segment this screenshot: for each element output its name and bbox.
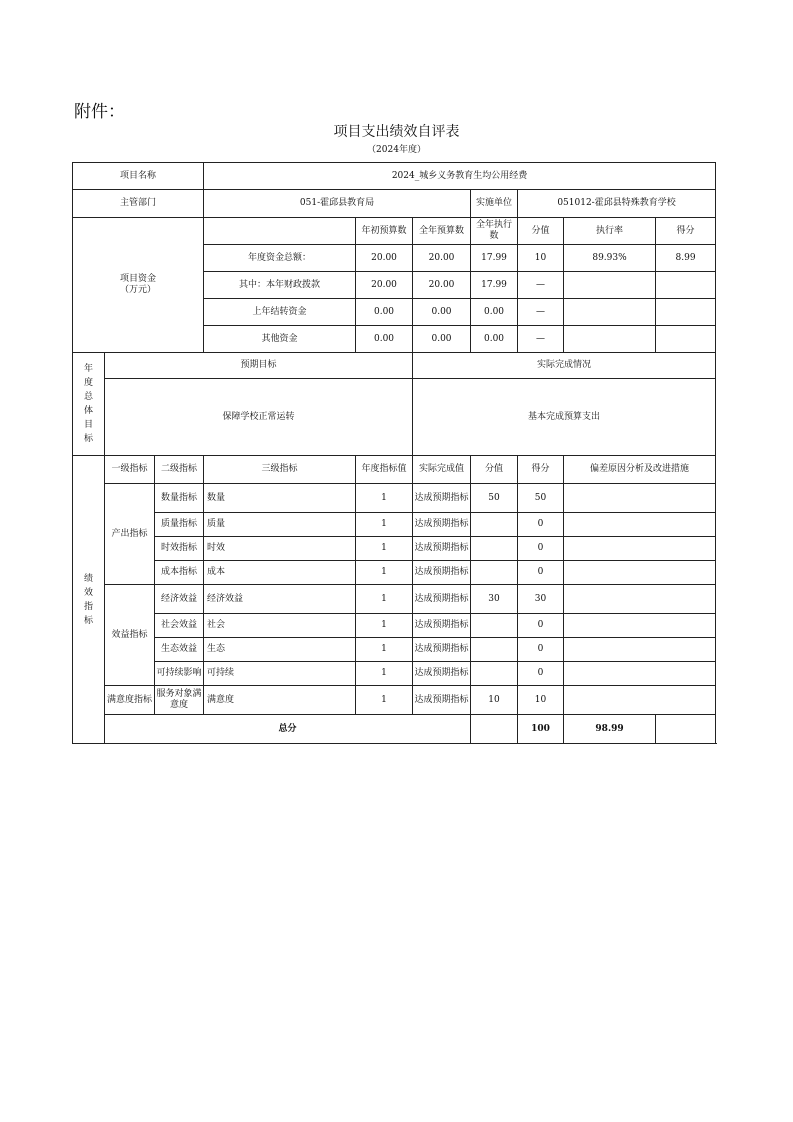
- total-note-blank: [656, 715, 716, 744]
- ind-header-level1: 一级指标: [105, 456, 155, 484]
- funds-header-initial: 年初预算数: [356, 218, 413, 245]
- indicator-row: [73, 614, 716, 638]
- funds-row-executed: 17.99: [471, 245, 518, 272]
- ind-target: 1: [356, 513, 413, 537]
- goals-content-row: [73, 379, 716, 456]
- ind-level3: 经济效益: [204, 585, 356, 614]
- goals-actual-text: 基本完成预算支出: [413, 379, 716, 456]
- ind-level3: 社会: [204, 614, 356, 638]
- ind-target: 1: [356, 585, 413, 614]
- goals-side-label: 年 度 总 体 目 标: [73, 353, 105, 456]
- ind-note: [564, 614, 716, 638]
- ind-note: [564, 513, 716, 537]
- funds-header-executed: 全年执行数: [471, 218, 518, 245]
- indicators-header-row: [73, 456, 716, 484]
- ind-target: 1: [356, 537, 413, 561]
- funds-row-score: [656, 299, 716, 326]
- funds-row-rate: [564, 272, 656, 299]
- ind-score: 0: [518, 537, 564, 561]
- total-score: 98.99: [564, 715, 656, 744]
- ind-actual: 达成预期指标: [413, 484, 471, 513]
- ind-header-level3: 三级指标: [204, 456, 356, 484]
- ind-score: 0: [518, 561, 564, 585]
- ind-level3: 质量: [204, 513, 356, 537]
- funds-row-label: 上年结转资金: [204, 299, 356, 326]
- ind-level1-benefit: 效益指标: [105, 585, 155, 686]
- funds-row-annual: 20.00: [413, 272, 471, 299]
- ind-target: 1: [356, 662, 413, 686]
- funds-label-line1: 项目资金: [120, 274, 157, 284]
- ind-level2: 时效指标: [155, 537, 204, 561]
- ind-weight: [471, 513, 518, 537]
- funds-row-initial: 20.00: [356, 272, 413, 299]
- project-name-label: 项目名称: [73, 163, 204, 190]
- ind-level1-output: 产出指标: [105, 484, 155, 585]
- indicator-row: [73, 513, 716, 537]
- ind-level3: 满意度: [204, 686, 356, 715]
- ind-header-weight: 分值: [471, 456, 518, 484]
- total-row: [73, 715, 716, 744]
- goals-header-row: [73, 353, 716, 379]
- funds-row-rate: 89.93%: [564, 245, 656, 272]
- ind-header-score: 得分: [518, 456, 564, 484]
- goals-actual-header: 实际完成情况: [413, 353, 716, 379]
- funds-row-rate: [564, 299, 656, 326]
- ind-level2: 生态效益: [155, 638, 204, 662]
- total-actual-blank: [471, 715, 518, 744]
- funds-header-rate: 执行率: [564, 218, 656, 245]
- ind-note: [564, 484, 716, 513]
- ind-target: 1: [356, 638, 413, 662]
- ind-note: [564, 686, 716, 715]
- ind-level2: 经济效益: [155, 585, 204, 614]
- total-label: 总分: [105, 715, 471, 744]
- funds-row-weight: —: [518, 272, 564, 299]
- ind-actual: 达成预期指标: [413, 638, 471, 662]
- funds-label-line2: （万元）: [120, 285, 157, 295]
- ind-note: [564, 537, 716, 561]
- ind-note: [564, 561, 716, 585]
- ind-level2: 社会效益: [155, 614, 204, 638]
- ind-weight: [471, 638, 518, 662]
- page-title: 项目支出绩效自评表: [333, 124, 460, 140]
- funds-row-label: 年度资金总额：: [204, 245, 356, 272]
- ind-weight: [471, 561, 518, 585]
- ind-weight: 50: [471, 484, 518, 513]
- indicator-row: [73, 537, 716, 561]
- ind-target: 1: [356, 686, 413, 715]
- ind-score: 50: [518, 484, 564, 513]
- funds-header-weight: 分值: [518, 218, 564, 245]
- ind-level2: 服务对象满意度: [155, 686, 204, 715]
- ind-actual: 达成预期指标: [413, 686, 471, 715]
- ind-target: 1: [356, 561, 413, 585]
- total-weight: 100: [518, 715, 564, 744]
- unit-label: 实施单位: [471, 190, 518, 218]
- dept-label: 主管部门: [73, 190, 204, 218]
- ind-level1-satisfaction: 满意度指标: [105, 686, 155, 715]
- ind-level3: 可持续: [204, 662, 356, 686]
- ind-target: 1: [356, 614, 413, 638]
- evaluation-table-container: [72, 162, 715, 746]
- ind-weight: 10: [471, 686, 518, 715]
- ind-target: 1: [356, 484, 413, 513]
- goals-expected-header: 预期目标: [105, 353, 413, 379]
- project-name-value: 2024_城乡义务教育生均公用经费: [204, 163, 716, 190]
- ind-header-note: 偏差原因分析及改进措施: [564, 456, 716, 484]
- ind-header-target: 年度指标值: [356, 456, 413, 484]
- ind-actual: 达成预期指标: [413, 513, 471, 537]
- funds-row-score: [656, 272, 716, 299]
- funds-row-initial: 0.00: [356, 299, 413, 326]
- funds-header-annual: 全年预算数: [413, 218, 471, 245]
- indicator-row: [73, 686, 716, 715]
- ind-score: 0: [518, 614, 564, 638]
- ind-header-level2: 二级指标: [155, 456, 204, 484]
- ind-weight: [471, 614, 518, 638]
- report-year: （2024年度）: [367, 145, 426, 155]
- ind-score: 0: [518, 513, 564, 537]
- ind-level3: 数量: [204, 484, 356, 513]
- department-row: [73, 190, 716, 218]
- ind-actual: 达成预期指标: [413, 614, 471, 638]
- indicators-side-label: 绩 效 指 标: [73, 456, 105, 744]
- goals-expected-text: 保障学校正常运转: [105, 379, 413, 456]
- ind-actual: 达成预期指标: [413, 662, 471, 686]
- funds-header-blank: [204, 218, 356, 245]
- ind-actual: 达成预期指标: [413, 585, 471, 614]
- ind-weight: [471, 662, 518, 686]
- funds-row-initial: 20.00: [356, 245, 413, 272]
- ind-actual: 达成预期指标: [413, 561, 471, 585]
- indicator-row: [73, 662, 716, 686]
- attachment-label: 附件：: [74, 102, 125, 122]
- ind-header-actual: 实际完成值: [413, 456, 471, 484]
- ind-score: 10: [518, 686, 564, 715]
- ind-score: 0: [518, 638, 564, 662]
- funds-row-label: 其他资金: [204, 326, 356, 353]
- funds-row-annual: 0.00: [413, 299, 471, 326]
- indicator-row: [73, 638, 716, 662]
- funds-row-label: 其中：本年财政拨款: [204, 272, 356, 299]
- indicator-row: [73, 561, 716, 585]
- funds-row-executed: 0.00: [471, 299, 518, 326]
- funds-header-row: [73, 218, 716, 245]
- funds-row-executed: 0.00: [471, 326, 518, 353]
- ind-note: [564, 662, 716, 686]
- project-name-row: [73, 163, 716, 190]
- funds-row-score: [656, 326, 716, 353]
- funds-row-weight: —: [518, 326, 564, 353]
- ind-level3: 生态: [204, 638, 356, 662]
- ind-level2: 数量指标: [155, 484, 204, 513]
- funds-row-initial: 0.00: [356, 326, 413, 353]
- ind-weight: 30: [471, 585, 518, 614]
- funds-row-rate: [564, 326, 656, 353]
- ind-level2: 可持续影响: [155, 662, 204, 686]
- funds-row-executed: 17.99: [471, 272, 518, 299]
- indicator-row: [73, 585, 716, 614]
- funds-label: [73, 218, 204, 353]
- indicator-row: [73, 484, 716, 513]
- ind-level2: 质量指标: [155, 513, 204, 537]
- ind-level2: 成本指标: [155, 561, 204, 585]
- ind-level3: 时效: [204, 537, 356, 561]
- evaluation-table: [72, 162, 716, 744]
- ind-note: [564, 585, 716, 614]
- unit-value: 051012-霍邱县特殊教育学校: [518, 190, 716, 218]
- funds-row-weight: —: [518, 299, 564, 326]
- funds-row-annual: 0.00: [413, 326, 471, 353]
- ind-score: 30: [518, 585, 564, 614]
- funds-header-score: 得分: [656, 218, 716, 245]
- funds-row-weight: 10: [518, 245, 564, 272]
- ind-level3: 成本: [204, 561, 356, 585]
- ind-note: [564, 638, 716, 662]
- ind-actual: 达成预期指标: [413, 537, 471, 561]
- ind-weight: [471, 537, 518, 561]
- ind-score: 0: [518, 662, 564, 686]
- funds-row-annual: 20.00: [413, 245, 471, 272]
- funds-row-score: 8.99: [656, 245, 716, 272]
- dept-value: 051-霍邱县教育局: [204, 190, 471, 218]
